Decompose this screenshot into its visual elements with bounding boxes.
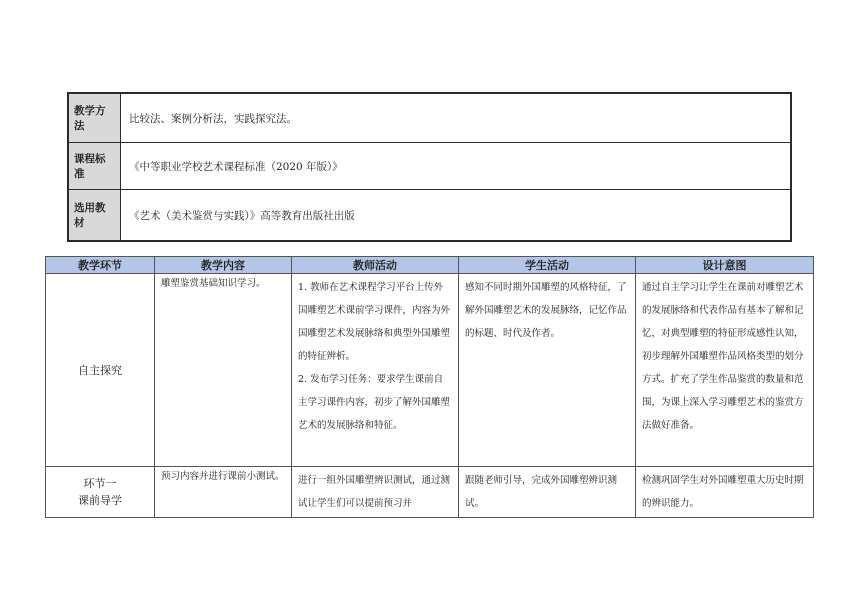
info-label: 选用教材 (68, 190, 121, 242)
lesson-plan-table (45, 256, 814, 518)
intent-cell: 通过自主学习让学生在课前对雕塑艺术的发展脉络和代表作品有基本了解和记忆，对典型雕塑的特征形成感性认知，初步理解外国雕塑作品风格类型的划分方式。扩充了学生作品鉴赏的数量和范围，为课上深入学习雕塑艺术的鉴赏方法做好准备。 (636, 274, 814, 467)
teacher-cell: 进行一组外国雕塑辨识测试，通过测试让学生们可以提前预习并 (292, 467, 459, 518)
teacher-step-1: 1. 教师在艺术课程学习平台上传外国雕塑艺术课前学习课件，内容为外国雕塑艺术发展脉络和典型外国雕塑的特征辨析。 (298, 282, 451, 362)
student-cell: 感知不同时期外国雕塑的风格特征，了解外国雕塑艺术的发展脉络，记忆作品的标题、时代及作者。 (459, 274, 636, 467)
info-row-method (68, 93, 791, 143)
header-stage: 教学环节 (46, 257, 155, 274)
header-student: 学生活动 (459, 257, 636, 274)
info-value: 《中等职业学校艺术课程标准（2020 年版）》 (121, 143, 792, 190)
teacher-step-2: 2. 发布学习任务：要求学生课前自主学习课件内容，初步了解外国雕塑艺术的发展脉络和特征。 (298, 374, 451, 431)
teacher-cell (292, 274, 459, 467)
info-value: 《艺术（美术鉴赏与实践）》高等教育出版社出版 (121, 190, 792, 242)
table-row (46, 467, 814, 518)
header-teacher: 教师活动 (292, 257, 459, 274)
info-row-textbook (68, 190, 791, 242)
table-header-row (46, 257, 814, 274)
content-cell: 预习内容并进行课前小测试。 (155, 467, 292, 518)
info-value: 比较法、案例分析法，实践探究法。 (121, 93, 792, 143)
info-label: 教学方法 (68, 93, 121, 143)
info-row-standard (68, 143, 791, 190)
stage-line-1: 环节一 (83, 477, 117, 490)
header-content: 教学内容 (155, 257, 292, 274)
course-info-table (67, 92, 792, 242)
content-cell: 雕塑鉴赏基础知识学习。 (155, 274, 292, 467)
stage-line-2: 课前导学 (78, 494, 122, 507)
table-row (46, 274, 814, 467)
info-label: 课程标准 (68, 143, 121, 190)
intent-cell: 检测巩固学生对外国雕塑重大历史时期的辨识能力。 (636, 467, 814, 518)
header-intent: 设计意图 (636, 257, 814, 274)
stage-cell: 自主探究 (46, 274, 155, 467)
student-cell: 跟随老师引导，完成外国雕塑辨识测试。 (459, 467, 636, 518)
stage-cell (46, 467, 155, 518)
